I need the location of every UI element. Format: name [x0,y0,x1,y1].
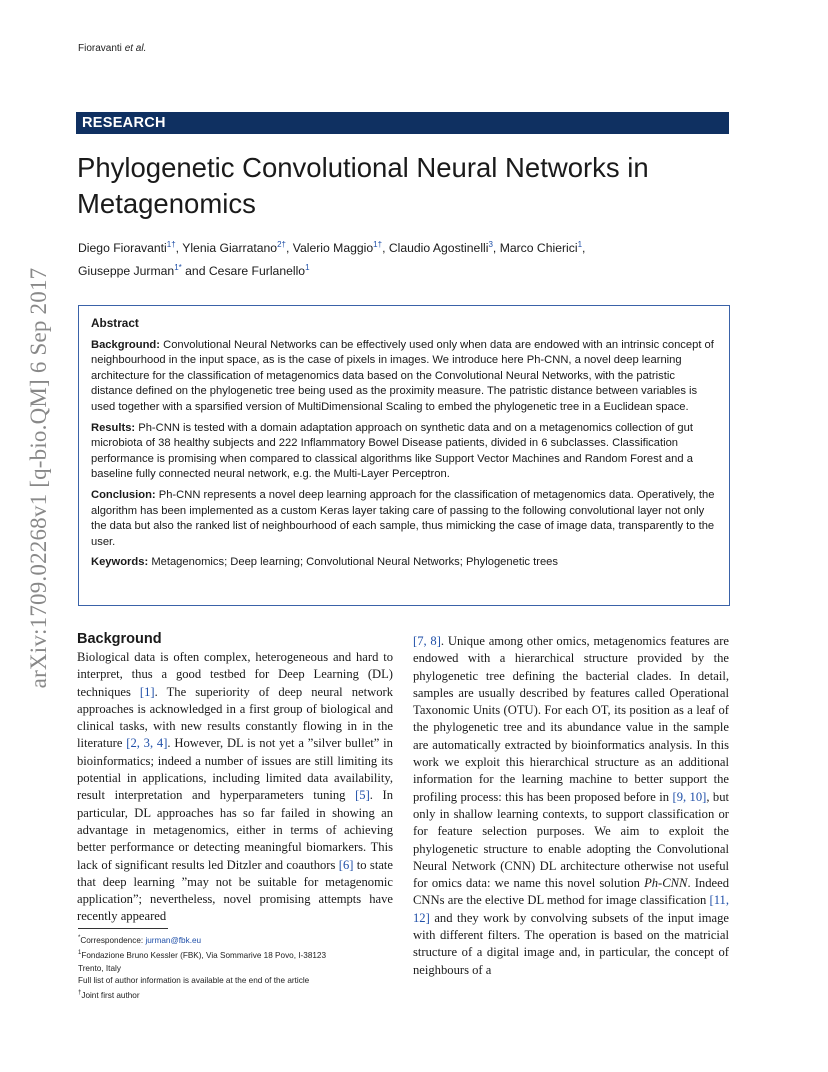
footnote-correspondence [78,932,398,947]
footnote-divider [78,928,168,929]
paper-title: Phylogenetic Convolutional Neural Networks in Metagenomics [77,152,649,219]
abstract-keywords-text: Metagenomics; Deep learning; Convolutional Neural Networks; Phylogenetic trees [151,556,559,569]
footnote-joint-text: Joint first author [81,991,140,1001]
body-right-column [413,633,729,979]
footnote-correspondence-label: Correspondence: [80,936,146,945]
abstract-conclusion-text: Ph-CNN represents a novel deep learning approach for the classification of metagenomics data. Operatively, the algorithm has been implemented as a custom Keras layer taking care of passing to the following convolutional layer not only the data but also the ranked list of neighbourhood of each sample, thus mimicking the case of image data, transparently to the user. [91,488,715,548]
citation-link[interactable]: [2, 3, 4] [126,736,168,751]
abstract-background-text: Convolutional Neural Networks can be effectively used only when data are endowed with an intrinsic concept of neighbourhood in the input space, as is the case of pixels in images. We introduce here Ph-CNN, a novel deep learning architecture for the classification of metagenomics data based on the Convolutional Neural Networks, with the patristic distance defined on the phylogenetic tree being used as the proximity measure. The patristic distance between variables is used together with a sparsified version of MultiDimensional Scaling to embed the phylogenetic tree in a Euclidean space. [91,338,714,413]
citation-link[interactable]: [6] [338,857,354,872]
right-column-paragraph [413,633,729,979]
abstract-conclusion [91,488,717,550]
correspondence-email-link[interactable]: jurman@fbk.eu [145,936,202,945]
footnote-affiliation-mark: 1 [78,950,82,957]
abstract-background-label: Background: [91,338,160,351]
author-affiliation-link[interactable]: 1 [577,240,583,249]
author-affiliation-link[interactable]: 1 [305,263,310,272]
body-text: . The superiority of deep neural network approaches is acknowledged in a first group of biological and clinical tasks, with new results constantly flowing in in the literature [77,684,393,751]
abstract-background [91,338,717,416]
body-left-column [77,630,393,926]
running-head-author: Fioravanti [78,43,122,54]
abstract-keywords-label: Keywords: [91,556,149,569]
section-label: RESEARCH [76,112,729,134]
abstract-results-text: Ph-CNN is tested with a domain adaptation approach on synthetic data and on a metagenomics collection of gut microbiota of 38 healthy subjects and 222 Inflammatory Bowel Disease patients, divided in 6 subclasses. Classification performance is promising when compared to classical algorithms like Support Vector Machines and Random Forest and a baseline fully connected neural network, e.g. the Multi-Layer Perceptron. [91,421,693,481]
author-affiliation-link[interactable]: 1* [174,263,182,272]
left-column-paragraph [77,649,393,926]
arxiv-stamp[interactable]: arXiv:1709.02268v1 [q-bio.QM] 6 Sep 2017 [26,267,51,689]
abstract-conclusion-label: Conclusion: [91,488,156,501]
body-text: . In particular, DL approaches has so far failed in showing an advantage in metagenomics, either in terms of achieving better performance or detecting meaningful biomarkers. This lack of significant results led Ditzler and coauthors [77,788,393,872]
citation-link[interactable]: [1] [139,684,155,699]
abstract-keywords [91,555,717,571]
footnote-joint-mark: † [78,990,82,997]
author-affiliation-link[interactable]: 3 [488,240,493,249]
footnote-affiliation-line1: Fondazione Bruno Kessler (FBK), Via Sommarive 18 Povo, I-38123 [81,951,327,961]
citation-link[interactable]: [11, 12] [413,893,729,925]
author-name: Valerio Maggio [292,241,374,255]
author-separator: , [285,241,293,255]
author-separator: , [382,241,389,255]
body-text: Biological data is often complex, heterogeneous and hard to interpret, thus a good testbed for Deep Learning (DL) techniques [77,650,393,699]
body-text: to state that deep learning ”may not be suitable for metagenomic application”; nevertheless, novel promising attempts have recently appeared [77,857,393,924]
author-name: Diego Fioravanti [78,241,167,255]
author-separator: and [181,264,209,278]
footnote-affiliation-cont: Trento, Italy [78,963,121,973]
author-separator: , [492,241,500,255]
footnote-affiliation [78,947,398,962]
abstract-heading: Abstract [91,316,139,330]
body-text: and they work by convolving subsets of the input image with different filters. The operation is based on the matricial structure of a digital image and, in particular, the concept of neighbours of a [413,910,729,977]
citation-link[interactable]: [7, 8] [413,634,441,648]
author-affiliation-link[interactable]: 1† [166,240,176,249]
running-head-etal: et al. [124,43,147,54]
author-affiliation-link[interactable]: 2† [277,240,286,249]
section-heading-background: Background [77,631,162,647]
abstract-box [78,305,730,606]
author-name: Ylenia Giarratano [182,241,278,255]
citation-link[interactable]: [9, 10] [672,789,707,804]
footnote-full-list: Full list of author information is available at the end of the article [78,975,310,985]
abstract-results [91,421,717,483]
author-affiliation-link[interactable]: 1† [373,240,383,249]
method-name: Ph-CNN [644,876,688,891]
author-separator: , [175,241,183,255]
author-name: Claudio Agostinelli [388,241,489,255]
body-text: . Unique among other omics, metagenomics features are endowed with a hierarchical structure provided by the phylogenetic tree defining the bacterial clades. In detail, samples are usually described by features called Operational Taxonomic Units (OTU). For each OT, its position as a leaf of the phylogenetic tree and its abundance value in the sample are automatically extracted by bioinformatics analysis. In this work we exploit this hierarchical structure as an additional information for the learning machine to better support the profiling process: this has been proposed before in [413,634,729,804]
body-text: , but only in shallow learning contexts, to support classification or for feature selection purposes. We aim to exploit the phylogenetic structure to enable adopting the Convolutional Neural Network (CNN) DL architecture otherwise not useful for omics data: we name this novel solution [413,789,729,891]
citation-link[interactable]: [5] [355,788,370,803]
body-text: . However, DL is not yet a ”silver bullet” in bioinformatics; indeed a number of issues are still limiting its potential in applications, including limited data availability, result interpretation and hyperparameters tuning [77,736,393,803]
author-name: Marco Chierici [499,241,578,255]
author-list [78,235,733,281]
footnotes [78,932,398,1002]
footnote-joint-author [78,987,398,1002]
author-name: Giuseppe Jurman [78,264,175,278]
running-head [78,43,146,54]
body-text: . Indeed CNNs are the elective DL method for image classification [413,876,730,908]
footnote-correspondence-mark: * [78,935,81,941]
abstract-results-label: Results: [91,421,136,434]
author-name: Cesare Furlanello [208,264,306,278]
author-separator: , [582,241,586,255]
